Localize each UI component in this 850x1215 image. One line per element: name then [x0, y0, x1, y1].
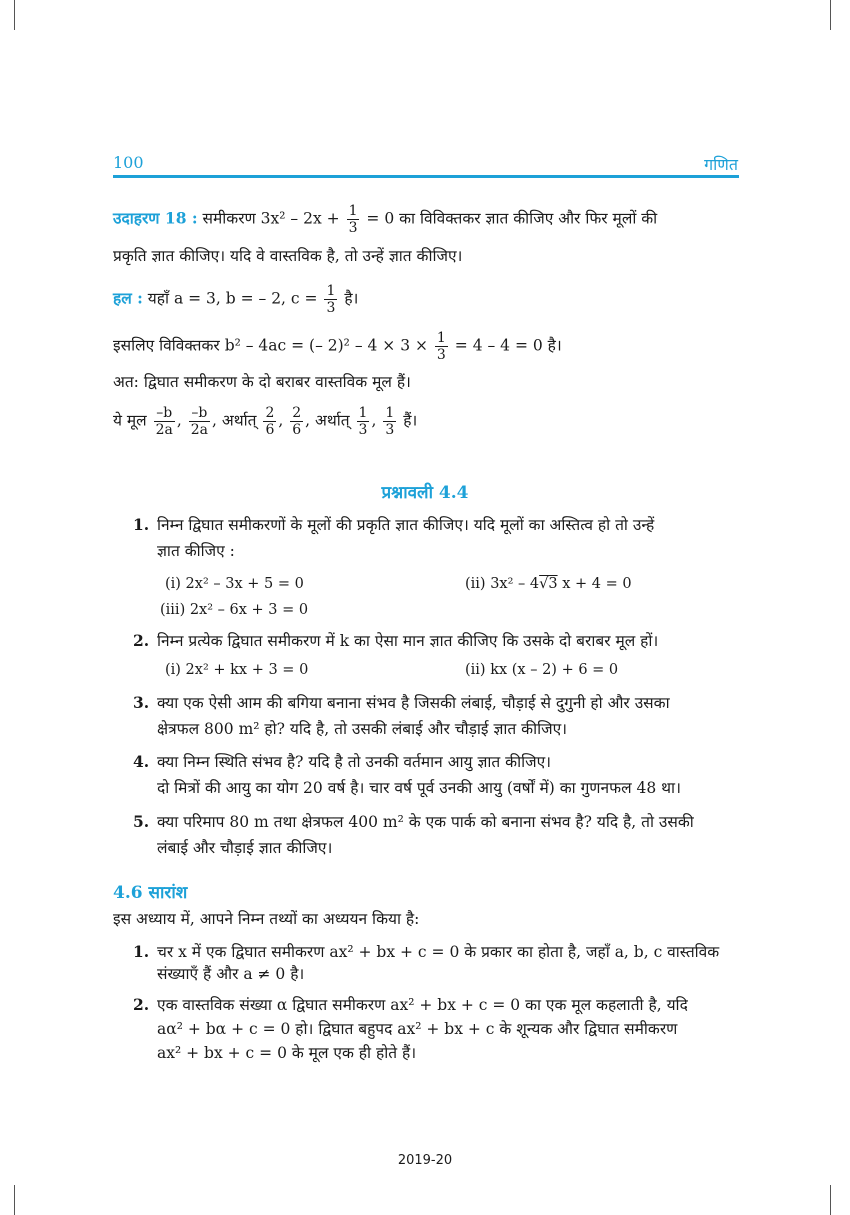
fraction: $\frac{1}{3}$ — [358, 405, 368, 438]
question-1-part-i: (i) 2x² – 3x + 5 = 0 — [165, 576, 304, 592]
fraction: $\frac{1}{3}$ — [385, 405, 395, 438]
fraction: $\frac{1}{3}$ — [348, 203, 358, 236]
summary-intro: इस अध्याय में, आपने निम्न तथ्यों का अध्ययन किया है: — [113, 910, 420, 928]
question-4-line2: दो मित्रों की आयु का योग 20 वर्ष है। चार वर्ष पूर्व उनकी आयु (वर्षों में) का गुणनफल 48 था। — [157, 779, 681, 797]
summary-heading: 4.6 सारांश — [113, 883, 188, 903]
question-1-part-iii: (iii) 2x² – 6x + 3 = 0 — [160, 602, 309, 618]
roots-line: ये मूल $\frac{-b}{2a}$ , $\frac{-b}{2a}$ , अर्थात् $\frac{2}{6}$ , $\frac{2}{6}$ , अर्थात् $\frac{1}{3}$ , $\frac{1}{3}$ हैं। — [113, 405, 418, 438]
crop-mark — [830, 1185, 845, 1215]
crop-mark — [0, 1185, 15, 1215]
solution-line: हल : यहाँ a = 3, b = – 2, c = $\frac{1}{3}$ है। — [113, 283, 359, 316]
solution-label: हल : — [113, 288, 143, 308]
fraction: $\frac{2}{6}$ — [292, 405, 302, 438]
question-1: 1. निम्न द्विघात समीकरणों के मूलों की प्रकृति ज्ञात कीजिए। यदि मूलों का अस्तित्व हो तो उन्हें — [133, 515, 655, 534]
discriminant-line: इसलिए विविक्तकर b² – 4ac = (– 2)² – 4 × 3 × $\frac{1}{3}$ = 4 – 4 = 0 है। — [113, 330, 562, 363]
example-text-part: समीकरण 3x² – 2x + — [202, 209, 340, 228]
question-3: 3. क्या एक ऐसी आम की बगिया बनाना संभव है जिसकी लंबाई, चौड़ाई से दुगुनी हो और उसका — [133, 693, 670, 712]
footer-year: 2019-20 — [397, 1153, 453, 1168]
fraction: $\frac{1}{3}$ — [436, 330, 446, 363]
question-2-part-i: (i) 2x² + kx + 3 = 0 — [165, 662, 309, 678]
crop-mark — [0, 0, 15, 30]
question-2-part-ii: (ii) kx (x – 2) + 6 = 0 — [465, 662, 619, 678]
summary-point-1-line2: संख्याएँ हैं और a ≠ 0 है। — [157, 965, 305, 983]
conclusion-line: अत: द्विघात समीकरण के दो बराबर वास्तविक मूल हैं। — [113, 373, 411, 391]
question-5: 5. क्या परिमाप 80 m तथा क्षेत्रफल 400 m² के एक पार्क को बनाना संभव है? यदि है, तो उसकी — [133, 812, 694, 831]
question-2: 2. निम्न प्रत्येक द्विघात समीकरण में k का ऐसा मान ज्ञात कीजिए कि उसके दो बराबर मूल हों। — [133, 631, 659, 650]
question-1-part-ii: (ii) 3x² – 4√3 x + 4 = 0 — [465, 576, 632, 592]
fraction: $\frac{1}{3}$ — [326, 283, 336, 316]
running-head: गणित — [704, 155, 738, 174]
example-text-part: = 0 का विविक्तकर ज्ञात कीजिए और फिर मूलों की — [366, 209, 658, 228]
exercise-title: प्रश्नावली 4.4 — [381, 483, 469, 503]
summary-point-2-line3: ax² + bx + c = 0 के मूल एक ही होते हैं। — [157, 1044, 417, 1062]
page-number: 100 — [113, 153, 144, 172]
question-3-line2: क्षेत्रफल 800 m² हो? यदि है, तो उसकी लंबाई और चौड़ाई ज्ञात कीजिए। — [157, 720, 568, 738]
question-4: 4. क्या निम्न स्थिति संभव है? यदि है तो उनकी वर्तमान आयु ज्ञात कीजिए। — [133, 752, 552, 771]
example-label: उदाहरण 18 : — [113, 208, 198, 228]
header-rule — [113, 175, 739, 178]
example-question-line2: प्रकृति ज्ञात कीजिए। यदि वे वास्तविक है, तो उन्हें ज्ञात कीजिए। — [113, 247, 463, 265]
summary-point-2: 2. एक वास्तविक संख्या α द्विघात समीकरण ax² + bx + c = 0 का एक मूल कहलाती है, यदि — [133, 995, 688, 1014]
question-1-line2: ज्ञात कीजिए : — [157, 542, 235, 560]
question-5-line2: लंबाई और चौड़ाई ज्ञात कीजिए। — [157, 839, 333, 857]
summary-point-1: 1. चर x में एक द्विघात समीकरण ax² + bx + c = 0 के प्रकार का होता है, जहाँ a, b, c वास्तविक — [133, 942, 720, 961]
example-question — [113, 203, 739, 236]
fraction: $\frac{2}{6}$ — [265, 405, 275, 438]
crop-mark — [830, 0, 845, 30]
summary-point-2-line2: aα² + bα + c = 0 हो। द्विघात बहुपद ax² + bx + c के शून्यक और द्विघात समीकरण — [157, 1020, 678, 1038]
fraction: $\frac{-b}{2a}$ — [155, 405, 173, 438]
fraction: $\frac{-b}{2a}$ — [190, 405, 209, 438]
